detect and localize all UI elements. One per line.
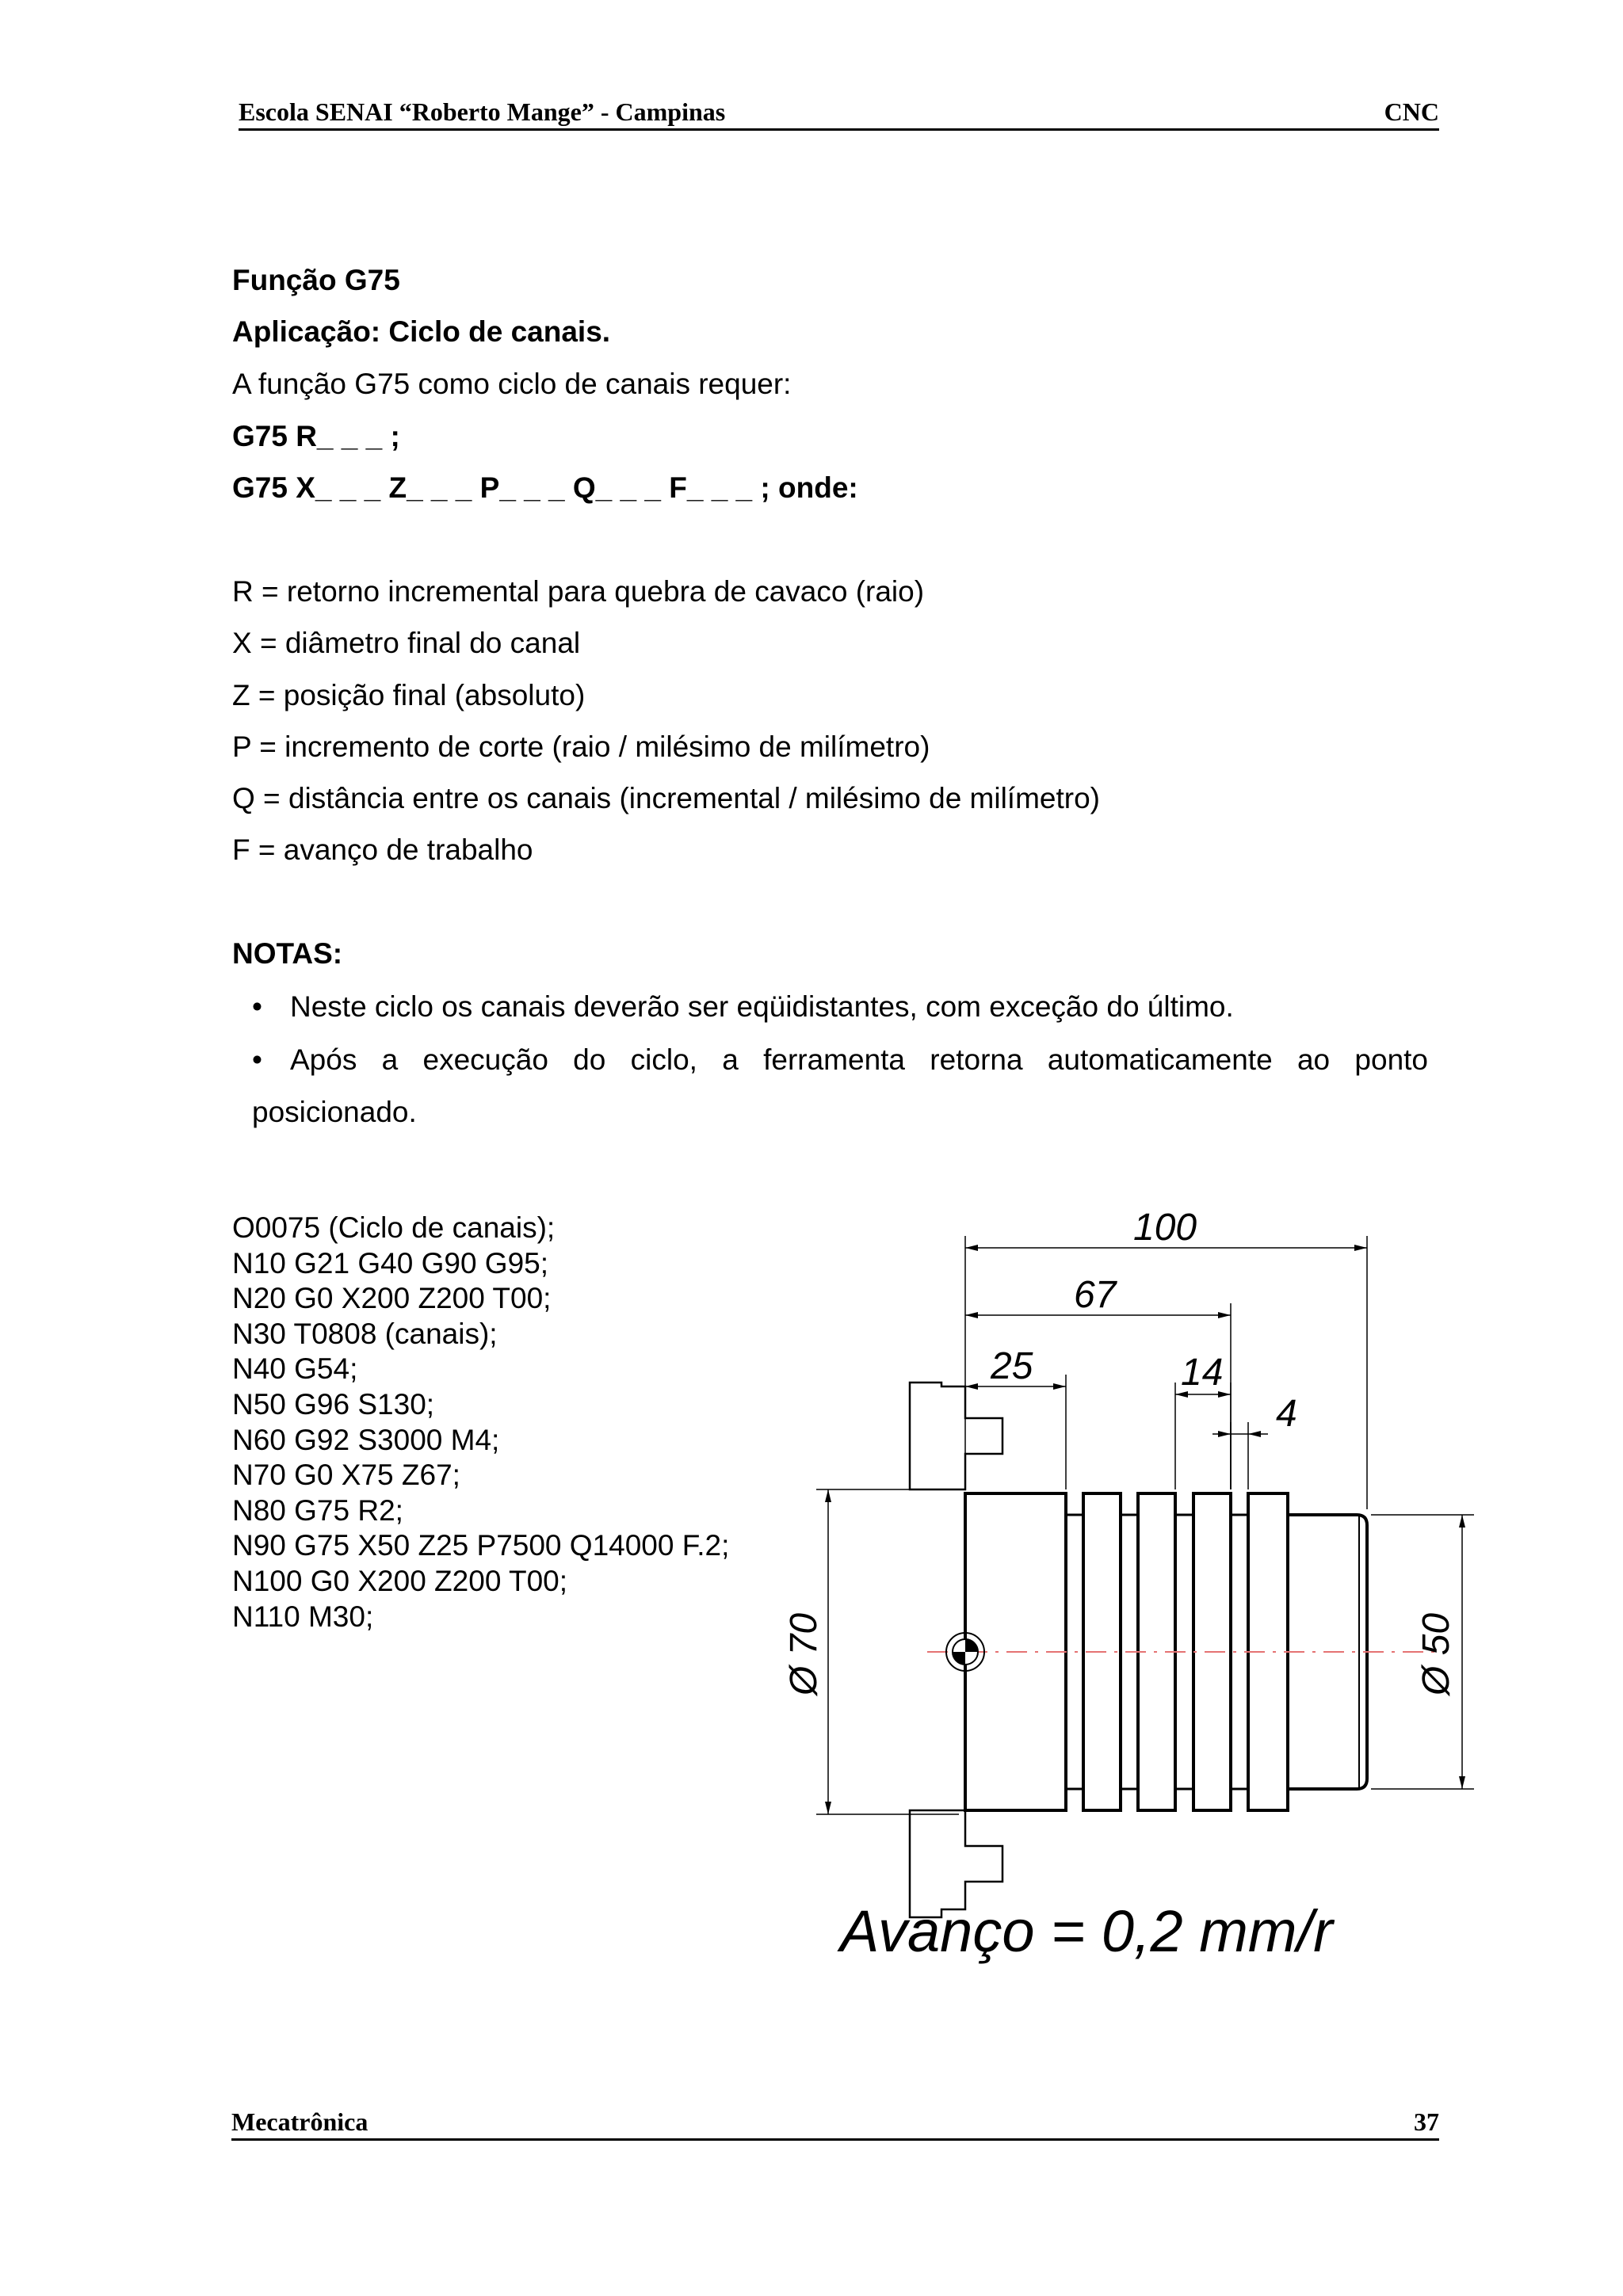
program-line: N20 G0 X200 Z200 T00; [232,1282,552,1315]
dim-label-14: 14 [1181,1352,1224,1394]
page-header [239,93,1439,131]
dim-label-4: 4 [1276,1393,1297,1435]
feed-rate-label: Avanço = 0,2 mm/r [840,1898,1333,1964]
chuck-jaw-top [910,1383,1002,1489]
dia-label-70: Ø 70 [783,1612,825,1695]
program-line: N110 M30; [232,1600,374,1633]
note-1: Neste ciclo os canais deverão ser eqüidistantes, com exceção do último. [290,990,1234,1023]
bullet-icon: • [252,990,262,1023]
program-line: N10 G21 G40 G90 G95; [232,1246,549,1280]
notes-title: NOTAS: [232,937,343,970]
intro-text: A função G75 como ciclo de canais requer: [232,368,792,400]
cnc-program [232,1211,729,1634]
origin-symbol-icon [946,1633,984,1671]
header-school: Escola SENAI “Roberto Mange” - Campinas [239,97,726,126]
dim-label-67: 67 [1074,1274,1117,1316]
program-line: N100 G0 X200 Z200 T00; [232,1564,568,1597]
param-z: Z = posição final (absoluto) [232,679,586,711]
param-r: R = retorno incremental para quebra de cavaco (raio) [232,575,925,608]
program-line: O0075 (Ciclo de canais); [232,1211,556,1244]
syntax-line-2: G75 X_ _ _ Z_ _ _ P_ _ _ Q_ _ _ F_ _ _ ; onde: [232,471,858,504]
dim-label-100: 100 [1133,1207,1197,1249]
header-subject: CNC [1384,97,1439,126]
program-line: N50 G96 S130; [232,1387,435,1421]
param-f: F = avanço de trabalho [232,833,533,866]
note-2: Após a execução do ciclo, a ferramenta retorna automaticamente ao ponto [290,1043,1428,1076]
program-line: N60 G92 S3000 M4; [232,1423,500,1456]
param-q: Q = distância entre os canais (incremental / milésimo de milímetro) [232,782,1100,814]
program-line: N90 G75 X50 Z25 P7500 Q14000 F.2; [232,1529,730,1562]
program-line: N80 G75 R2; [232,1493,403,1527]
bullet-icon: • [252,1043,262,1076]
dim-label-25: 25 [991,1345,1033,1387]
grooving-part-drawing [761,1188,1474,1941]
note-2-continuation: posicionado. [252,1096,417,1128]
page-footer [231,2103,1439,2141]
footer-course: Mecatrônica [231,2107,369,2136]
page-number: 37 [1414,2107,1439,2136]
param-x: X = diâmetro final do canal [232,627,581,659]
program-line: N40 G54; [232,1352,358,1386]
section-title: Função G75 [232,264,400,296]
param-p: P = incremento de corte (raio / milésimo de milímetro) [232,730,930,763]
syntax-line-1: G75 R_ _ _ ; [232,420,400,452]
application-line: Aplicação: Ciclo de canais. [232,315,611,348]
program-line: N30 T0808 (canais); [232,1317,498,1350]
dia-label-50: Ø 50 [1415,1612,1457,1695]
program-line: N70 G0 X75 Z67; [232,1459,460,1492]
